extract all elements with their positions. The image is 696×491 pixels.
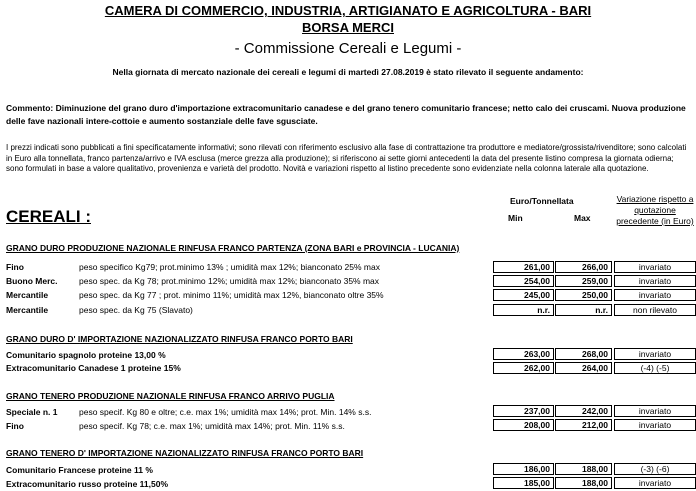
min-price: 262,00 — [493, 362, 554, 374]
price-variation: invariato — [614, 289, 696, 301]
section-title: GRANO TENERO D' IMPORTAZIONE NAZIONALIZZATO RINFUSA FRANCO PORTO BARI — [6, 448, 364, 458]
row-label: Speciale n. 1 — [6, 407, 58, 417]
header-chamber-name: CAMERA DI COMMERCIO, INDUSTRIA, ARTIGIANATO E AGRICOLTURA - BARI — [104, 3, 592, 18]
section-title: GRANO DURO D' IMPORTAZIONE NAZIONALIZZATO RINFUSA FRANCO PORTO BARI — [6, 334, 353, 344]
price-variation: (-3) (-6) — [614, 463, 696, 475]
category-title: CEREALI : — [6, 207, 91, 226]
max-column-header: Max — [574, 213, 591, 223]
min-price: n.r. — [493, 304, 554, 316]
price-variation: invariato — [614, 405, 696, 417]
row-label: Fino — [6, 262, 24, 272]
max-price: 268,00 — [555, 348, 612, 360]
row-label: Extracomunitario russo proteine 11,50% — [6, 479, 169, 489]
price-variation: invariato — [614, 348, 696, 360]
min-price: 186,00 — [493, 463, 554, 475]
max-price: 259,00 — [555, 275, 612, 287]
min-price: 245,00 — [493, 289, 554, 301]
row-label: Mercantile — [6, 290, 49, 300]
header-borsa-merci: BORSA MERCI — [302, 20, 394, 35]
max-price: 188,00 — [555, 463, 612, 475]
row-description: peso specif. Kg 80 e oltre; c.e. max 1%; umidità max 14%; prot. Min. 14% s.s. — [79, 407, 372, 417]
max-price: 212,00 — [555, 419, 612, 431]
max-price: 266,00 — [555, 261, 612, 273]
max-price: 250,00 — [555, 289, 612, 301]
row-description: peso spec. da Kg 77 ; prot. minimo 11%; umidità max 12%, bianconato oltre 35% — [79, 290, 384, 300]
price-variation: (-4) (-5) — [614, 362, 696, 374]
min-price: 261,00 — [493, 261, 554, 273]
row-label: Comunitario Francese proteine 11 % — [6, 465, 153, 475]
row-label: Fino — [6, 421, 24, 431]
max-price: 188,00 — [555, 477, 612, 489]
min-price: 208,00 — [493, 419, 554, 431]
price-variation: invariato — [614, 261, 696, 273]
max-price: 264,00 — [555, 362, 612, 374]
min-price: 237,00 — [493, 405, 554, 417]
row-label: Mercantile — [6, 305, 49, 315]
row-label: Comunitario spagnolo proteine 13,00 % — [6, 350, 166, 360]
row-description: peso specif. Kg 78; c.e. max 1%; umidità max 14%; prot. Min. 11% s.s. — [79, 421, 345, 431]
section-title: GRANO TENERO PRODUZIONE NAZIONALE RINFUSA FRANCO ARRIVO PUGLIA — [6, 391, 335, 401]
header-commission: - Commissione Cereali e Legumi - — [234, 40, 462, 57]
row-description: peso spec. da Kg 75 (Slavato) — [79, 305, 193, 315]
market-comment: Commento: Diminuzione del grano duro d'importazione extracomunitario canadese e del grano tenero comunitario francese; netto calo dei cruscami. Nuova produzione delle fave nazionali intere-cottoie e aumento sostanziale delle fave sgusciate. — [6, 103, 686, 126]
price-variation: invariato — [614, 477, 696, 489]
min-column-header: Min — [508, 213, 523, 223]
min-price: 185,00 — [493, 477, 554, 489]
variation-column-header: Variazione rispetto a quotazione precedente (in Euro) — [616, 194, 694, 226]
row-description: peso specifico Kg79; prot.minimo 13% ; umidità max 12%; bianconato 25% max — [79, 262, 380, 272]
min-price: 263,00 — [493, 348, 554, 360]
max-price: n.r. — [555, 304, 612, 316]
price-info-note: I prezzi indicati sono pubblicati a fini specificatamente informativi; sono rilevati con riferimento esclusivo alla fase di contrattazione tra produttore e mediatore/grossista/rivenditore; sono calcolati in Euro alla tonnellata, franco partenza/arrivo e IVA esclusa (merce grezza alla produzione); si riferiscono ai sette giorni antecedenti la data del presente listino compresa la giornata odierna; sono formulati in base a valore qualitativo, provenienza e varietà del prodotto. Novità e variazioni rispetto al listino precedente sono evidenziate nella colonna laterale alla quotazione. — [6, 143, 687, 173]
price-variation: non rilevato — [614, 304, 696, 316]
min-price: 254,00 — [493, 275, 554, 287]
row-label: Buono Merc. — [6, 276, 58, 286]
euro-per-ton-header: Euro/Tonnellata — [510, 196, 574, 206]
price-variation: invariato — [614, 275, 696, 287]
max-price: 242,00 — [555, 405, 612, 417]
row-description: peso spec. da Kg 78; prot.minimo 12%; umidità max 12%; bianconato 35% max — [79, 276, 380, 286]
row-label: Extracomunitario Canadese 1 proteine 15% — [6, 363, 181, 373]
session-statement: Nella giornata di mercato nazionale dei cereali e legumi di martedì 27.08.2019 è stato rilevato il seguente andamento: — [112, 67, 584, 77]
price-variation: invariato — [614, 419, 696, 431]
section-title: GRANO DURO PRODUZIONE NAZIONALE RINFUSA FRANCO PARTENZA (ZONA BARI e PROVINCIA - LUCANIA) — [6, 243, 460, 253]
